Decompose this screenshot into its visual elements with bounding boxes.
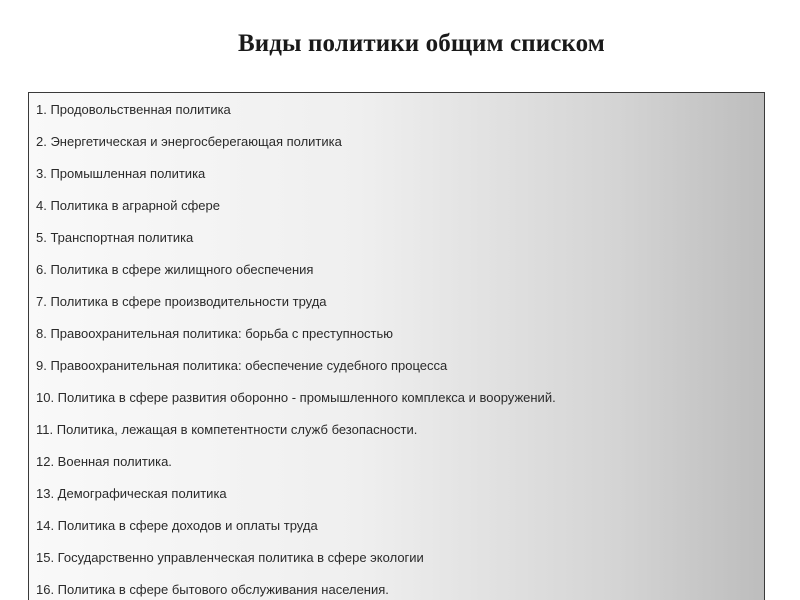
list-item: 13. Демографическая политика [36, 486, 227, 501]
list-item: 1. Продовольственная политика [36, 102, 231, 117]
list-item: 7. Политика в сфере производительности труда [36, 294, 327, 309]
list-item: 9. Правоохранительная политика: обеспечение судебного процесса [36, 358, 448, 373]
list-item: 10. Политика в сфере развития оборонно - промышленного комплекса и вооружений. [36, 390, 556, 405]
list-item: 8. Правоохранительная политика: борьба с преступностью [36, 326, 394, 341]
list-item: 6. Политика в сфере жилищного обеспечения [36, 262, 314, 277]
slide-title: Виды политики общим списком [238, 30, 605, 57]
list-item: 4. Политика в аграрной сфере [36, 198, 220, 213]
list-item: 16. Политика в сфере бытового обслуживания населения. [36, 582, 389, 597]
list-item: 14. Политика в сфере доходов и оплаты труда [36, 518, 318, 533]
list-item: 5. Транспортная политика [36, 230, 194, 245]
list-item: 12. Военная политика. [36, 454, 172, 469]
list-item: 11. Политика, лежащая в компетентности служб безопасности. [36, 422, 418, 437]
list-item: 15. Государственно управленческая политика в сфере экологии [36, 550, 424, 565]
policy-list-box [28, 92, 765, 600]
list-item: 3. Промышленная политика [36, 166, 206, 181]
list-item: 2. Энергетическая и энергосберегающая политика [36, 134, 342, 149]
